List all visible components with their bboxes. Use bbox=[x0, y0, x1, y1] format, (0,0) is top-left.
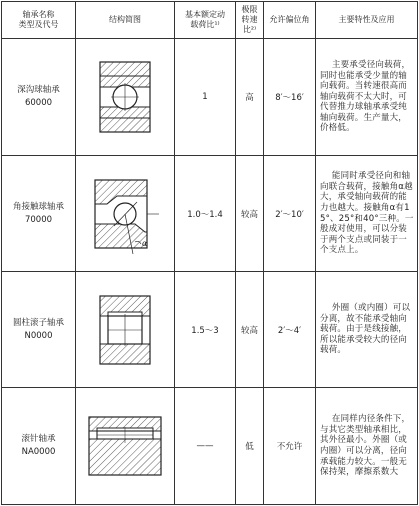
table-row bbox=[2, 272, 418, 388]
header-row bbox=[2, 2, 418, 39]
header-speed-line2: 转速 bbox=[241, 15, 258, 24]
deep-groove-ball-bearing-diagram bbox=[90, 57, 160, 137]
angular-contact-ball-bearing-diagram bbox=[87, 174, 163, 254]
features-text: 主要承受径向载荷，同时也能承受少量的轴向载荷。当转速很高而轴向载荷不太大时，可代替推力球轴承承受纯轴向载荷。生产量大，价格低。 bbox=[320, 59, 411, 134]
diagram-cell bbox=[76, 272, 175, 388]
bearing-name-cell bbox=[2, 39, 76, 156]
features-text: 能同时承受径向和轴向联合载荷，接触角α越大，承受轴向载荷的能力也越大。接触角α有15°、25°和40°三种。一般成对使用，可以分装于两个支点或同装于一个支点上。 bbox=[320, 171, 414, 256]
bearing-name-cell bbox=[2, 388, 76, 505]
bearing-types-table bbox=[1, 1, 418, 505]
header-speed-line1: 极限 bbox=[241, 5, 258, 14]
header-name-line2: 类型及代号 bbox=[18, 20, 59, 29]
speed-ratio: 较高 bbox=[236, 272, 264, 388]
allowed-angle: 2′～4′ bbox=[264, 272, 316, 388]
table-row bbox=[2, 39, 418, 156]
bearing-name: 滚针轴承 bbox=[21, 434, 56, 444]
bearing-code: 70000 bbox=[24, 214, 53, 225]
features-cell bbox=[316, 272, 418, 388]
bearing-name-cell bbox=[2, 156, 76, 272]
header-name bbox=[2, 2, 76, 39]
bearing-code: N0000 bbox=[24, 330, 53, 341]
table-row bbox=[2, 388, 418, 505]
load-ratio: 1 bbox=[175, 39, 236, 156]
bearing-code: 60000 bbox=[24, 98, 53, 108]
load-ratio: 1.0～1.4 bbox=[175, 156, 236, 272]
bearing-name-cell bbox=[2, 272, 76, 388]
bearing-name: 深沟球轴承 bbox=[17, 85, 60, 95]
table-row bbox=[2, 156, 418, 272]
header-angle: 允许偏位角 bbox=[264, 2, 316, 39]
bearing-name: 圆柱滚子轴承 bbox=[12, 317, 64, 328]
header-speed-line3: 比²⁾ bbox=[242, 25, 257, 34]
alpha-label: α bbox=[142, 238, 148, 248]
load-ratio: 1.5～3 bbox=[175, 272, 236, 388]
speed-ratio: 高 bbox=[236, 39, 264, 156]
header-diagram: 结构简图 bbox=[76, 2, 175, 39]
speed-ratio: 低 bbox=[236, 388, 264, 505]
diagram-cell bbox=[76, 156, 175, 272]
bearing-code: NA0000 bbox=[21, 447, 56, 457]
header-name-line1: 轴承名称 bbox=[22, 10, 55, 19]
features-cell bbox=[316, 388, 418, 505]
header-features: 主要特性及应用 bbox=[316, 2, 418, 39]
features-cell bbox=[316, 156, 418, 272]
allowed-angle: 不允许 bbox=[264, 388, 316, 505]
cylindrical-roller-bearing-diagram bbox=[90, 290, 160, 370]
load-ratio: —— bbox=[175, 388, 236, 505]
header-load-line2: 载荷比¹⁾ bbox=[190, 20, 220, 29]
needle-roller-bearing-diagram bbox=[83, 411, 167, 481]
diagram-cell bbox=[76, 388, 175, 505]
allowed-angle: 8′～16′ bbox=[264, 39, 316, 156]
allowed-angle: 2′～10′ bbox=[264, 156, 316, 272]
header-load-line1: 基本额定动 bbox=[185, 10, 225, 19]
bearing-name: 角接触球轴承 bbox=[12, 201, 64, 212]
header-speed bbox=[236, 2, 264, 39]
features-text: 在同样内径条件下，与其它类型轴承相比，其外径最小。外圈（或内圈）可以分离，径向承载能力较大。一般无保持架，摩擦系数大 bbox=[320, 414, 411, 478]
features-text: 外圈（或内圈）可以分离，故不能承受轴向载荷。由于是线接触，所以能承受较大的径向载荷。 bbox=[320, 303, 411, 356]
speed-ratio: 较高 bbox=[236, 156, 264, 272]
header-load bbox=[175, 2, 236, 39]
diagram-cell bbox=[76, 39, 175, 156]
features-cell bbox=[316, 39, 418, 156]
